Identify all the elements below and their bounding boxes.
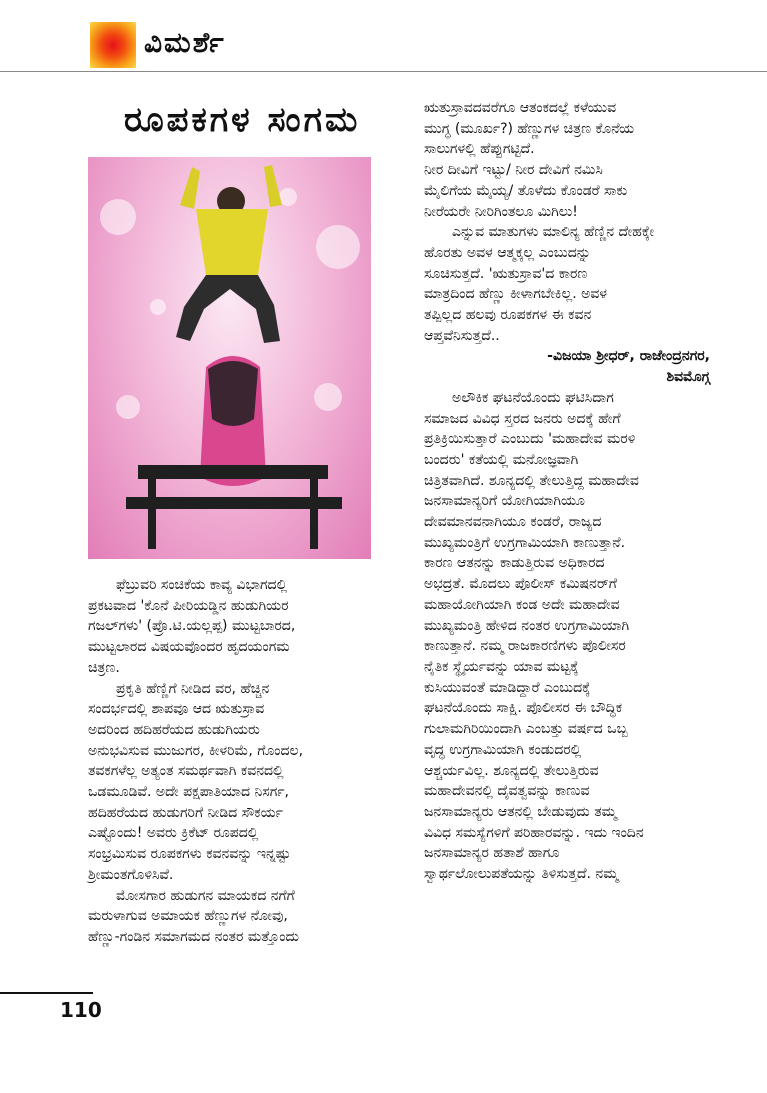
article-line: ಅಭದ್ರತೆ. ಮೊದಲು ಪೊಲೀಸ್ ಕಮಿಷನರ್‌ಗೆ <box>424 576 617 593</box>
article-line: ತವಕಗಳೆಲ್ಲ ಅತ್ಯಂತ ಸಮರ್ಥವಾಗಿ ಕವನದಲ್ಲಿ <box>88 763 284 780</box>
footer-divider <box>0 992 93 994</box>
article-line: ಪ್ರಕಟವಾದ 'ಕೊನೆ ಪೀರಿಯಡ್ಡಿನ ಹುಡುಗಿಯರ <box>88 597 289 614</box>
article-line: ಸಂಭ್ರಮಿಸುವ ರೂಪಕಗಳು ಕವನವನ್ನು ಇನ್ನಷ್ಟು <box>88 846 291 863</box>
article-line: ಜನಸಾಮಾನ್ಯರ ಹತಾಶೆ ಹಾಗೂ <box>424 845 560 862</box>
author-location: ಶಿವಮೊಗ್ಗ <box>666 369 710 386</box>
article-title: ರೂಪಕಗಳ ಸಂಗಮ <box>124 100 361 140</box>
article-line: ಜನಸಾಮಾನ್ಯರಿಗೆ ಯೋಗಿಯಾಗಿಯೂ <box>424 493 585 510</box>
article-line: ಘಟನೆಯೊಂದು ಸಾಕ್ಷಿ. ಪೊಲೀಸರ ಈ ಬೌದ್ಧಿಕ <box>424 700 623 717</box>
article-line: ಮಹಾದೇವನಲ್ಲಿ ದೈವತ್ವವನ್ನು ಕಾಣುವ <box>424 783 590 800</box>
article-line: ಜನಸಾಮಾನ್ಯರು ಆತನಲ್ಲಿ ಬೇಡುವುದು ತಮ್ಮ <box>424 803 617 820</box>
article-line: ವೃದ್ಧ ಉಗ್ರಗಾಮಿಯಾಗಿ ಕಂಡುದರಲ್ಲಿ <box>424 741 582 758</box>
poem-quote-line: ನೀರೆಯರೇ ನೀರಿಗಿಂತಲೂ ಮಿಗಿಲು! <box>424 203 578 220</box>
article-line: ಮೋಸಗಾರ ಹುಡುಗನ ಮಾಯಕದ ನಗೆಗೆ <box>116 887 295 904</box>
article-line: ಶ್ರೀಮಂತಗೊಳಿಸಿವೆ. <box>88 866 174 883</box>
article-line: ಸಂದರ್ಭದಲ್ಲಿ ಶಾಪವೂ ಆದ ಋತುಸ್ರಾವ <box>88 701 265 718</box>
article-line: ಮರುಳಾಗುವ ಅಮಾಯಕ ಹೆಣ್ಣುಗಳ ನೋವು, <box>88 908 288 925</box>
article-line: ಗಜಲ್‌ಗಳು' (ಪ್ರೊ.ಟಿ.ಯಲ್ಲಪ್ಪ) ಮುಟ್ಟಬಾರದ, <box>88 618 296 635</box>
jumping-boy-figure <box>176 165 282 343</box>
article-line: ಋತುಸ್ರಾವದವರೆಗೂ ಆತಂಕದಲ್ಲೆ ಕಳೆಯುವ <box>424 100 617 116</box>
section-title: ವಿಮರ್ಶೆ <box>144 26 226 59</box>
article-line: ಆಪ್ತವೆನಿಸುತ್ತದೆ.. <box>424 327 500 344</box>
article-line: ಮುಖ್ಯಮಂತ್ರಿಗೆ ಉಗ್ರಗಾಮಿಯಾಗಿ ಕಾಣುತ್ತಾನೆ. <box>424 534 626 551</box>
author-signature: -ವಿಜಯಾ ಶ್ರೀಧರ್, ರಾಜೇಂದ್ರನಗರ, <box>547 348 710 365</box>
article-column-right <box>424 98 724 885</box>
article-line: ಪ್ರತಿಕ್ರಿಯಿಸುತ್ತಾರೆ ಎಂಬುದು 'ಮಹಾದೇವ ಮರಳಿ <box>424 431 636 448</box>
article-line: ಚಿತ್ರಿತವಾಗಿದೆ. ಶೂನ್ಯದಲ್ಲಿ ತೇಲುತ್ತಿದ್ದ ಮಹಾದೇವ <box>424 472 639 489</box>
article-line: ಚಿತ್ರಣ. <box>88 659 120 676</box>
article-line: ವಿವಿಧ ಸಮಸ್ಯೆಗಳಿಗೆ ಪರಿಹಾರವನ್ನು. ಇದು ಇಂದಿನ <box>424 824 644 841</box>
article-line: ಆಶ್ಚರ್ಯವಿಲ್ಲ. ಶೂನ್ಯದಲ್ಲಿ ತೇಲುತ್ತಿರುವ <box>424 762 599 779</box>
article-line: ಹದಿಹರೆಯದ ಹುಡುಗರಿಗೆ ನೀಡಿದ ಸೌಕರ್ಯ <box>88 804 283 821</box>
poem-quote-line: ನೀರ ದೀವಿಗೆ ಇಟ್ಟು/ ನೀರ ದೇವಿಗೆ ನಮಿಸಿ <box>424 162 603 179</box>
article-line: ಸ್ವಾರ್ಥಲೋಲುಪತೆಯನ್ನು ತಿಳಿಸುತ್ತದೆ. ನಮ್ಮ <box>424 866 619 883</box>
article-line: ಹೆಣ್ಣು-ಗಂಡಿನ ಸಮಾಗಮದ ನಂತರ ಮತ್ತೊಂದು <box>88 928 299 945</box>
article-line: ದೇವಮಾನವನಾಗಿಯೂ ಕಂಡರೆ, ರಾಜ್ಯದ <box>424 514 602 531</box>
poem-quote-line: ಮೈಲಿಗೆಯ ಮೈಯ್ಯ/ ತೊಳೆದು ಕೊಂಡರೆ ಸಾಕು <box>424 182 628 199</box>
article-line: ಬಂದರು' ಕತೆಯಲ್ಲಿ ಮನೋಜ್ಞವಾಗಿ <box>424 451 579 468</box>
article-line: ಮಹಾಯೋಗಿಯಾಗಿ ಕಂಡ ಅದೇ ಮಹಾದೇವ <box>424 596 620 613</box>
article-line: ನೈತಿಕ ಸ್ಥೈರ್ಯವನ್ನು ಯಾವ ಮಟ್ಟಕ್ಕೆ <box>424 658 579 675</box>
bench <box>126 465 342 549</box>
article-line: ಅಲೌಕಿಕ ಘಟನೆಯೊಂದು ಘಟಿಸಿದಾಗ <box>452 389 614 406</box>
article-line: ಮುಗ್ಧ (ಮೂರ್ಖ?) ಹೆಣ್ಣುಗಳ ಚಿತ್ರಣ ಕೊನೆಯ <box>424 120 635 137</box>
article-line: ಅದರಿಂದ ಹದಿಹರೆಯದ ಹುಡುಗಿಯರು <box>88 721 260 738</box>
article-line: ಸಾಲುಗಳಲ್ಲಿ ಹೆಪ್ಪುಗಟ್ಟಿದೆ. <box>424 141 535 158</box>
header-divider <box>0 71 767 72</box>
article-line: ಸೂಚಿಸುತ್ತದೆ. 'ಋತುಸ್ರಾವ'ದ ಕಾರಣ <box>424 265 588 282</box>
section-logo-icon <box>90 22 136 68</box>
article-line: ಗುಲಾಮಗಿರಿಯಿಂದಾಗಿ ಎಂಬತ್ತು ವರ್ಷದ ಒಬ್ಬ <box>424 721 628 738</box>
page-number: 110 <box>60 998 102 1022</box>
article-line: ಒಡಮೂಡಿವೆ. ಅದೇ ಪಕ್ಷಪಾತಿಯಾದ ನಿಸರ್ಗ, <box>88 784 289 801</box>
article-line: ಸಮಾಜದ ವಿವಿಧ ಸ್ತರದ ಜನರು ಅದಕ್ಕೆ ಹೇಗೆ <box>424 410 621 427</box>
article-illustration <box>88 157 371 559</box>
article-line: ಹೊರತು ಅವಳ ಆತ್ಮಕ್ಕಲ್ಲ ಎಂಬುದನ್ನು <box>424 244 591 261</box>
article-line: ಕುಸಿಯುವಂತೆ ಮಾಡಿದ್ದಾರೆ ಎಂಬುದಕ್ಕೆ <box>424 679 591 696</box>
article-column-left <box>88 575 388 948</box>
article-line: ಪ್ರಕೃತಿ ಹೆಣ್ಣಿಗೆ ನೀಡಿದ ವರ, ಹೆಚ್ಚಿನ <box>116 680 270 697</box>
article-line: ಎಷ್ಟೊಂದು! ಅವರು ಕ್ರಿಕೆಟ್ ರೂಪದಲ್ಲಿ <box>88 825 259 842</box>
article-line: ಕಾಣುತ್ತಾನೆ. ನಮ್ಮ ರಾಜಕಾರಣಿಗಳು ಪೊಲೀಸರ <box>424 638 626 655</box>
illustration-art <box>88 157 371 559</box>
article-line: ಎನ್ನುವ ಮಾತುಗಳು ಮಾಲಿನ್ಯ ಹೆಣ್ಣಿನ ದೇಹಕ್ಕೇ <box>452 224 655 241</box>
article-line: ಮುಟ್ಟಲಾರದ ವಿಷಯವೊಂದರ ಹೃದಯಂಗಮ <box>88 639 290 656</box>
article-line: ಮುಖ್ಯಮಂತ್ರಿ ಹೇಳಿದ ನಂತರ ಉಗ್ರಗಾಮಿಯಾಗಿ <box>424 617 630 634</box>
article-line: ಕಾರಣ ಆತನನ್ನು ಕಾಡುತ್ತಿರುವ ಅಧಿಕಾರದ <box>424 555 605 572</box>
article-line: ತಪ್ಪಿಲ್ಲದ ಹಲವು ರೂಪಕಗಳ ಈ ಕವನ <box>424 307 592 324</box>
article-line: ಫೆಬ್ರುವರಿ ಸಂಚಿಕೆಯ ಕಾವ್ಯ ವಿಭಾಗದಲ್ಲಿ <box>116 577 288 593</box>
article-line: ಅನುಭವಿಸುವ ಮುಜುಗರ, ಕೀಳರಿಮೆ, ಗೊಂದಲ, <box>88 742 304 759</box>
article-line: ಮಾತ್ರದಿಂದ ಹೆಣ್ಣು ಕೀಳಾಗಬೇಕಿಲ್ಲ. ಅವಳ <box>424 286 607 303</box>
